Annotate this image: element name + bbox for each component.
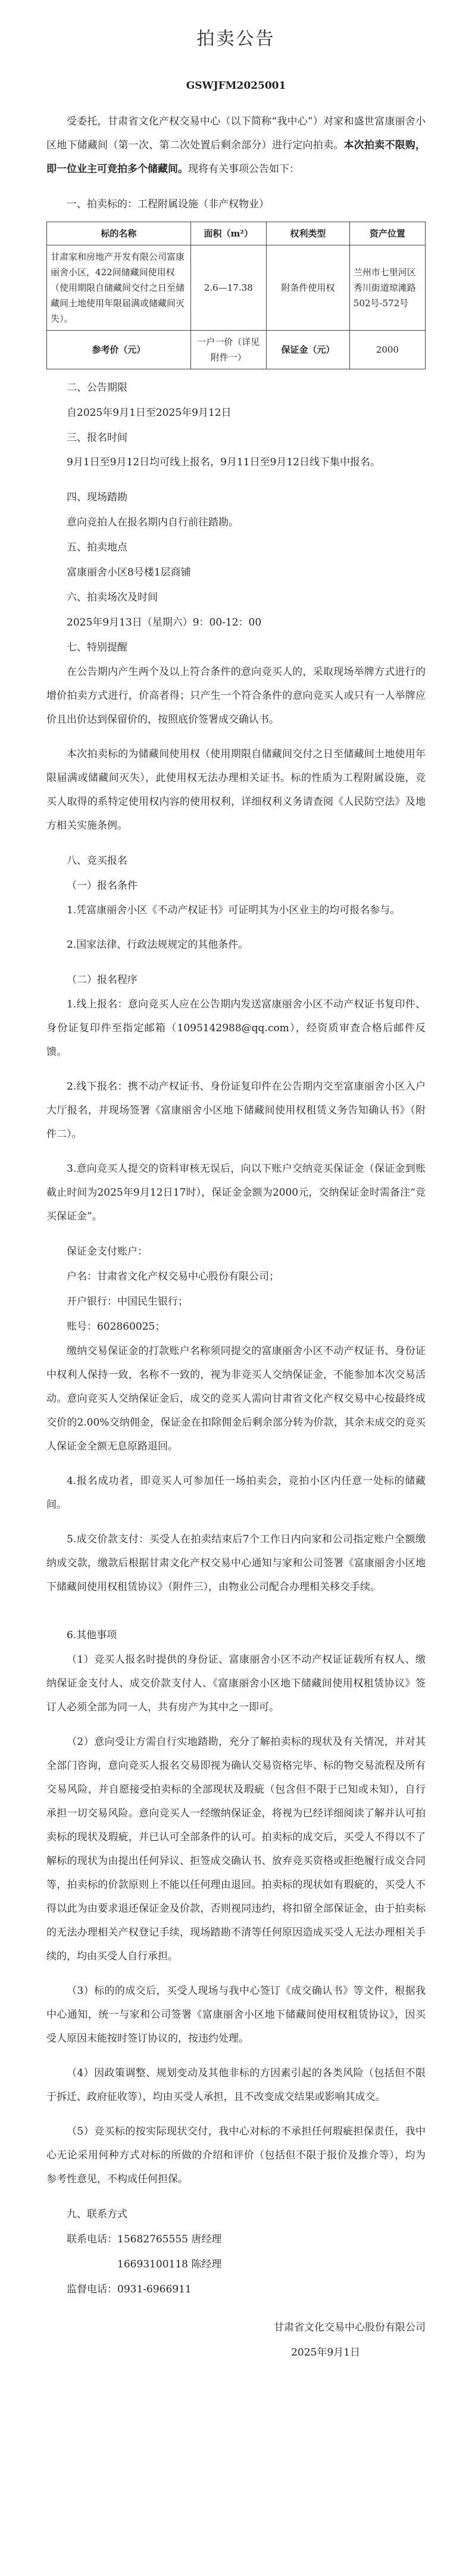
other-matter-1: （1）竞买人报名时提供的身份证、富康丽舍小区不动产权证证载所有权人、缴纳保证金支付人、成交价款支付人、《富康丽舍小区地下储藏间使用权租赁协议》签订人必须全部为同一人，共有房产为其中之一即可。: [46, 1654, 426, 1713]
bank-branch: 开户银行：中国民生银行；: [67, 1296, 188, 1308]
bank-account: 账号：602860025；: [67, 1321, 165, 1333]
cell-name: 甘肃家和房地产开发有限公司富康丽舍小区，422间储藏间使用权（使用期限自储藏间交付之日至储藏间土地使用年限届满或储藏间灭失）。: [47, 245, 191, 331]
section-6-heading: 六、拍卖场次及时间: [67, 592, 158, 603]
section-2-text: 自2025年9月1日至2025年9月12日: [67, 407, 232, 419]
section-4-heading: 四、现场踏勘: [67, 491, 127, 503]
cell-area: 2.6—17.38: [190, 245, 266, 331]
col-name: 标的名称: [47, 222, 191, 245]
procedure-3: 3.意向竞买人提交的资料审核无误后，向以下账户交纳竞买保证金（保证金到账截止时间为2025年9月12日17时），保证金金额为2000元，交纳保证金时需备注“竞买保证金”。: [46, 1163, 426, 1222]
procedure-5: 5.成交价款支付：买受人在拍卖结束后7个工作日内向家和公司指定账户全额缴纳成交款，缴款后根据甘肃文化产权交易中心通知与家和公司签署《富康丽舍小区地下储藏间使用权租赁协议》（附件三），由物业公司配合办理相关移交手续。: [46, 1533, 426, 1593]
intro-prefix: 受委托，甘肃省文化产权交易中心（以下简称“我中心”）对家和盛世富康丽舍小区地下储藏间（第一次、第二次处置后剩余部分）进行定向拍卖。: [46, 116, 426, 151]
other-matter-5: （5）竞买标的按实际现状交付，我中心对标的不承担任何瑕疵担保责任，我中心无论采用何种方式对标的所做的介绍和评价（包括但不限于报价及推介等），均为参考性意见，不构成任何担保。: [46, 2126, 426, 2185]
other-matters-heading: 6.其他事项: [67, 1629, 117, 1641]
signature-date: 2025年9月1日: [291, 2347, 360, 2359]
condition-2: 2.国家法律、行政法规规定的其他条件。: [67, 939, 249, 951]
section-5-text: 富康丽舍小区8号楼1层商铺: [67, 567, 191, 578]
section-1-heading: 一、拍卖标的：工程附属设施（非产权物业）: [67, 198, 269, 210]
auction-table: [46, 222, 426, 369]
section-7-paragraph-1: 在公告期内产生两个及以上符合条件的意向竞买人的，采取现场举牌方式进行的增价拍卖方式进行，价高者得；只产生一个符合条件的意向竞买人或只有一人举牌应价且出价达到保留价的，按照底价签署成交确认书。: [46, 666, 426, 726]
contact-phone-2: 16693100118 陈经理: [117, 2258, 222, 2270]
table-row: [47, 245, 426, 331]
section-3-heading: 三、报名时间: [67, 432, 127, 444]
condition-1: 1.凭富康丽舍小区《不动产权证书》可证明其为小区业主的均可报名参与。: [67, 904, 401, 916]
section-5-heading: 五、拍卖地点: [67, 542, 127, 553]
document-number: GSWJFM2025001: [186, 80, 286, 92]
table-header-row: [47, 222, 426, 245]
other-matter-3: （3）标的的成交后，买受人现场与我中心签订《成交确认书》等文件，根据我中心通知，统一与家和公司签署《富康丽舍小区地下储藏间使用权租赁协议》，因买受人原因未能按时签订协议的，按违约处理。: [46, 1985, 426, 2045]
col-location: 资产位置: [349, 222, 425, 245]
procedure-1: 1.线上报名：意向竞买人应在公告期内发送富康丽舍小区不动产权证书复印件、身份证复印件至指定邮箱（1095142988@qq.com），经资质审查合格后邮件反馈。: [46, 998, 426, 1058]
other-matter-4: （4）因政策调整、规划变动及其他非标的方因素引起的各类风险（包括但不限于拆迁、政府征收等），均由买受人承担，且不改变成交结果或影响其成交。: [46, 2067, 426, 2103]
col-area: 面积（m²）: [190, 222, 266, 245]
ref-price-value: 一户一价（详见附件一）: [190, 331, 266, 369]
table-price-row: [47, 331, 426, 369]
procedure-4: 4.报名成功者，即竞买人可参加任一场拍卖会，竞拍小区内任意一处标的储藏间。: [46, 1475, 426, 1511]
cell-location: 兰州市七里河区秀川街道琼滩路502号-572号: [349, 245, 425, 331]
procedure-2: 2.线下报名：携不动产权证书、身份证复印件在公告期内交至富康丽舍小区入户大厅报名，并现场签署《富康丽舍小区地下储藏间使用权租赁义务告知确认书》（附件二）。: [46, 1081, 426, 1140]
bank-title: 保证金支付账户：: [67, 1246, 148, 1258]
cell-right: 附条件使用权: [266, 245, 349, 331]
ref-price-label: 参考价（元）: [47, 331, 191, 369]
section-9-heading: 九、联系方式: [67, 2208, 127, 2220]
deposit-value: 2000: [349, 331, 425, 369]
section-3-text: 9月1日至9月12日均可线上报名，9月11日至9月12日线下集中报名。: [67, 456, 380, 468]
procedure-3-note: 缴纳交易保证金的打款账户名称须同提交的富康丽舍小区不动产权证书、身份证中权利人保持一致，名称不一致的，视为非竞买人交纳保证金，不能参加本次交易活动。意向竞买人交纳保证金后，成交的竞买人需向甘肃省文化产权交易中心按最终成交价的2.00%交纳佣金，保证金在扣除佣金后剩余部分转为价款，其余未成交的竞买人保证金全额无息原路退回。: [46, 1345, 426, 1452]
intro-suffix: 现将有关事项公告如下：: [188, 163, 299, 175]
signature-org: 甘肃省文化交易中心股份有限公司: [274, 2322, 426, 2334]
section-4-text: 意向竞拍人在报名期内自行前往踏勘。: [67, 517, 239, 528]
section-6-text: 2025年9月13日（星期六）9：00-12：00: [67, 617, 262, 629]
deposit-label: 保证金（元）: [266, 331, 349, 369]
subsection-conditions: （一）报名条件: [67, 880, 137, 892]
intro-paragraph: [46, 110, 426, 181]
intro-bold: 本次拍卖不限购，即一位业主可竞拍多个储藏间。: [46, 139, 426, 175]
section-2-heading: 二、公告期限: [67, 382, 127, 394]
other-matter-2: （2）意向受让方需自行实地踏勘，充分了解拍卖标的现状及有关情况，并对其全部门咨询，意向竞买人报名交易即视为确认交易资格完毕、标的物交易流程及所有交易风险，并自愿接受拍卖标的全部现状及瑕疵（包含但不限于已知或未知），自行承担一切交易风险。意向竞买人一经缴纳保证金，将视为已经详细阅读了解并认可拍卖标的现状及瑕疵，并已认可全部条件的认可。拍卖标的成交后，买受人不得以不了解标的现状为由提出任何异议、拒签成交确认书、放弃竞买资格或拒绝履行成交合同等，拍卖标的价款原则上不能以任何理由退回。拍卖标的现状如有瑕疵的，买受人不得以此为由要求退还保证金及价款，否则视同违约，将扣留全部保证金，由于拍卖标的无法办理相关产权登记手续，现场踏勘不清等任何原因造成买受人无法办理相关手续的，均由买受人自行承担。: [46, 1736, 426, 1962]
supervision-phone: 监督电话：0931-6966911: [67, 2283, 192, 2295]
section-8-heading: 八、竞买报名: [67, 855, 127, 867]
contact-phone-1: 联系电话：15682765555 唐经理: [67, 2233, 222, 2245]
section-7-heading: 七、特别提醒: [67, 642, 127, 654]
col-right: 权利类型: [266, 222, 349, 245]
page-title: 拍卖公告: [196, 29, 276, 49]
bank-name: 户名：甘肃省文化产权交易中心股份有限公司；: [67, 1271, 279, 1283]
subsection-procedure: （二）报名程序: [67, 974, 137, 986]
section-7-paragraph-2: 本次拍卖标的为储藏间使用权（使用期限自储藏间交付之日至储藏间土地使用年限届满或储藏间灭失），此使用权无法办理相关证书。标的性质为工程附属设施，竞买人取得的系特定使用权内容的使用权利，详细权利义务请查阅《人民防空法》及地方相关实施条例。: [46, 748, 426, 832]
